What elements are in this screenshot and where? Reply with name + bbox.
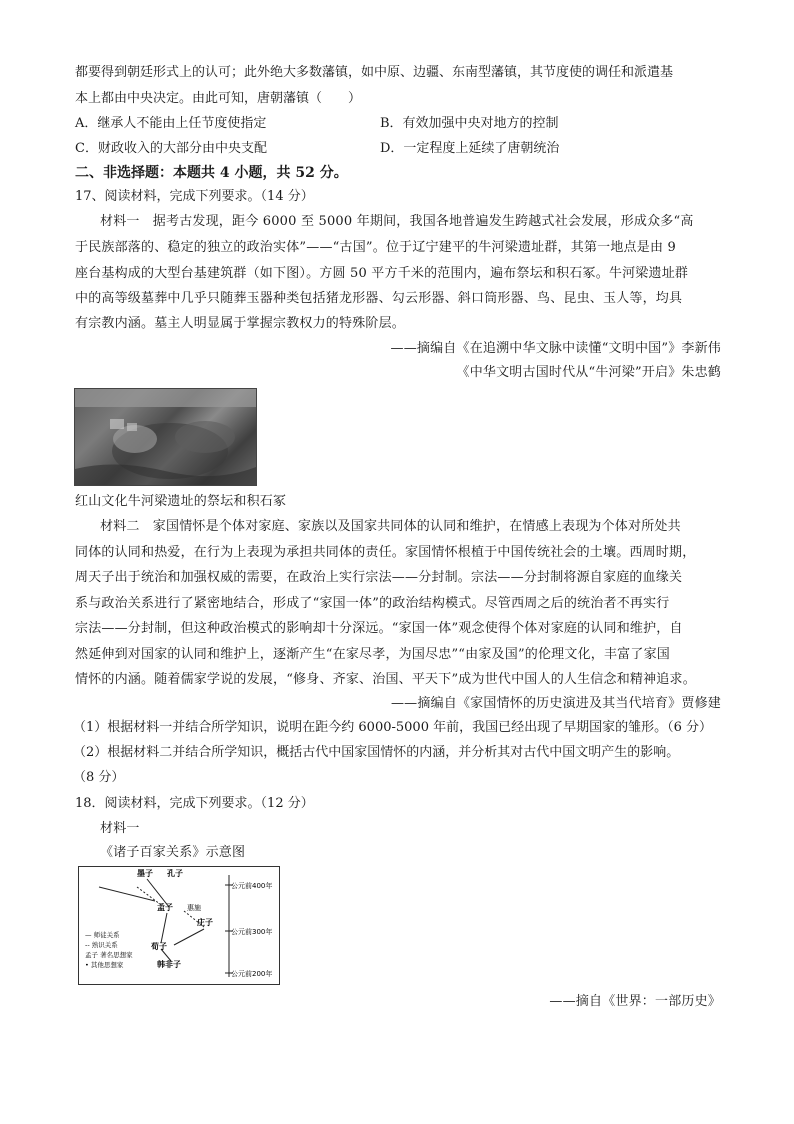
material-2-line: 系与政治关系进行了紧密地结合，形成了“家国一体”的政治结构模式。尽管西周之后的统治者不再实行 [75, 596, 670, 611]
timeline-label: 公元前300年 [231, 928, 273, 936]
material-1-line: 中的高等级墓葬中几乎只随葬玉器种类包括猪龙形器、勾云形器、斜口筒形器、鸟、昆虫、玉人等，均具 [75, 291, 683, 306]
legend-item: -- 熟识关系 [85, 941, 118, 949]
diagram-title: 《诸子百家关系》示意图 [100, 845, 246, 860]
question-18-title: 18．阅读材料，完成下列要求。（12 分） [75, 796, 314, 811]
material-2-line: 材料二 家国情怀是个体对家庭、家族以及国家共同体的认同和维护，在情感上表现为个体对所处共 [100, 519, 681, 534]
question-17-title: 17、阅读材料，完成下列要求。（14 分） [75, 189, 314, 204]
section-heading: 二、非选择题：本题共 4 小题，共 52 分。 [75, 165, 348, 181]
timeline-label: 公元前200年 [231, 970, 273, 978]
thinker-kongzi: 孔子 [167, 869, 183, 878]
material-1-line: 座台基构成的大型台基建筑群（如下图）。方圆 50 平方千米的范围内，遍布祭坛和积石冢。牛河梁遗址群 [75, 266, 689, 281]
material-2-line: 周天子出于统治和加强权威的需要，在政治上实行宗法——分封制。宗法——分封制将源自家庭的血缘关 [75, 570, 683, 585]
thinker-mozi: 墨子 [137, 869, 153, 878]
option-a: A．继承人不能由上任节度使指定 [75, 116, 267, 131]
material-2-line: 同体的认同和热爱，在行为上表现为承担共同体的责任。家国情怀根植于中国传统社会的土壤。西周时期， [75, 545, 696, 560]
thinker-huizi: 惠施 [187, 904, 201, 912]
material-1-line: 有宗教内涵。墓主人明显属于掌握宗教权力的特殊阶层。 [75, 316, 406, 331]
material-1-line: 于民族部落的、稳定的独立的政治实体”——“古国”。位于辽宁建平的牛河梁遗址群，其第一地点是由 9 [75, 240, 676, 255]
timeline-label: 公元前400年 [231, 882, 273, 890]
legend-item: — 师徒关系 [85, 931, 120, 939]
material-label: 材料一 [100, 821, 140, 836]
photo-caption: 红山文化牛河梁遗址的祭坛和积石冢 [75, 494, 287, 509]
legend-item: • 其他思想家 [85, 961, 124, 969]
thinkers-relationship-diagram [78, 866, 280, 985]
archaeology-site-photo [74, 388, 257, 486]
material-2-line: 情怀的内涵。随着儒家学说的发展，“修身、齐家、治国、平天下”成为世代中国人的人生信念和精神追求。 [75, 672, 696, 687]
question-17-2: （2）根据材料二并结合所学知识，概括古代中国家国情怀的内涵，并分析其对古代中国文明产生的影响。 [73, 745, 680, 760]
paragraph-line: 本上都由中央决定。由此可知，唐朝藩镇（ ） [75, 91, 362, 106]
legend-item: 孟子 著名思想家 [85, 951, 133, 959]
thinker-zhuangzi: 庄子 [197, 918, 213, 927]
material-2-line: 宗法——分封制，但这种政治模式的影响却十分深远。“家国一体”观念使得个体对家庭的认同和维护，自 [75, 621, 683, 636]
source-citation: ——摘编自《家国情怀的历史演进及其当代培育》贾修建 [390, 696, 721, 711]
thinker-hanfeizi: 韩非子 [157, 960, 181, 969]
question-17-2-points: （8 分） [73, 770, 125, 785]
source-citation: ——摘编自《在追溯中华文脉中读懂“文明中国”》李新伟 [390, 341, 721, 356]
material-1-line: 材料一 据考古发现，距今 6000 至 5000 年期间，我国各地普遍发生跨越式社会发展，形成众多“高 [100, 214, 694, 229]
question-17-1: （1）根据材料一并结合所学知识，说明在距今约 6000-5000 年前，我国已经出现了早期国家的雏形。（6 分） [73, 720, 713, 735]
material-2-line: 然延伸到对国家的认同和维护上，逐渐产生“在家尽孝，为国尽忠”“由家及国”的伦理文化，丰富了家国 [75, 647, 670, 662]
option-b: B．有效加强中央对地方的控制 [380, 116, 559, 131]
paragraph-line: 都要得到朝廷形式上的认可；此外绝大多数藩镇，如中原、边疆、东南型藩镇，其节度使的调任和派遣基 [75, 65, 674, 80]
option-d: D．一定程度上延续了唐朝统治 [380, 141, 560, 156]
thinker-mengzi: 孟子 [157, 903, 173, 912]
source-citation: ——摘自《世界：一部历史》 [549, 994, 721, 1009]
source-citation: 《中华文明古国时代从“牛河梁”开启》朱忠鹤 [456, 365, 721, 380]
option-c: C．财政收入的大部分由中央支配 [75, 141, 267, 156]
thinker-xunzi: 荀子 [151, 942, 167, 951]
